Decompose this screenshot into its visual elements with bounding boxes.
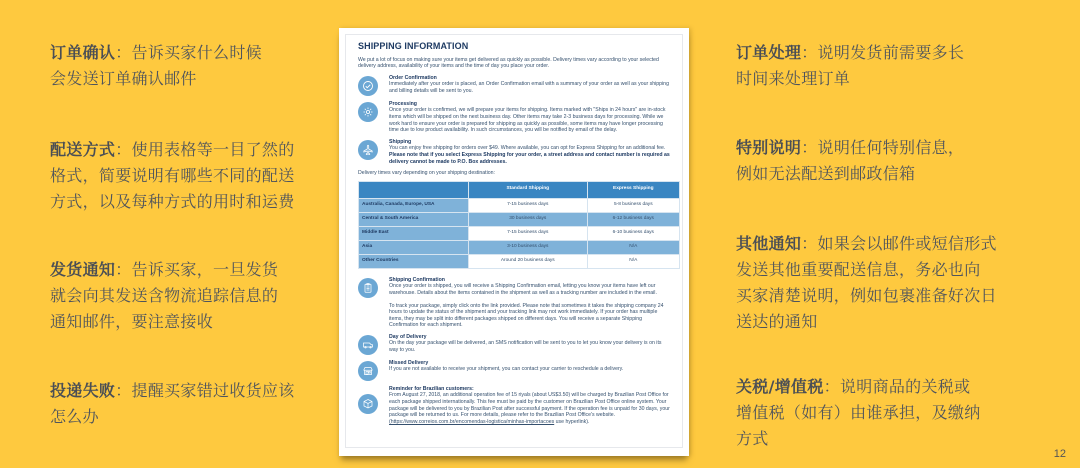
standard-cell: Around 20 business days <box>469 254 588 268</box>
region-cell: Central & South America <box>359 212 469 226</box>
section-shipping-confirmation <box>358 277 672 329</box>
table-row <box>359 212 680 226</box>
document-intro: We put a lot of focus on making sure your items get delivered as quickly as possible. Delivery times vary according to your selected delivery address, availability of your items and the time of day you place your order. <box>358 56 659 70</box>
brazil-post-link[interactable]: (https://www.correios.com.br/encomendas-logistica/minhas-importacoes <box>389 418 555 425</box>
shipping-info-document <box>339 28 689 456</box>
package-icon <box>358 394 378 414</box>
note-title: 订单确认 <box>50 43 116 62</box>
standard-cell: 30 business days <box>469 212 588 226</box>
table-row <box>359 254 680 268</box>
express-cell: 6-12 business days <box>587 212 679 226</box>
table-header: Standard Shipping <box>469 181 588 198</box>
region-cell: Middle East <box>359 226 469 240</box>
table-row <box>359 198 680 212</box>
delivery-van-icon <box>358 335 378 355</box>
destination-label: Delivery times vary depending on your shipping destination: <box>358 170 495 177</box>
note-duties-vat: 关税/增值税：说明商品的关税或 增值税（如有）由谁承担，及缴纳 方式 <box>736 377 981 448</box>
section-text: Immediately after your order is placed, an Order Confirmation email with a summary of your order as well as your shipping and billing details will be sent to you. <box>389 81 669 94</box>
note-delivery-failure: 投递失败：提醒买家错过收货应该 怎么办 <box>50 381 295 426</box>
section-missed-delivery <box>358 360 672 381</box>
table-row <box>359 226 680 240</box>
document-title: SHIPPING INFORMATION <box>358 41 469 51</box>
note-title: 发货通知 <box>50 260 116 279</box>
region-cell: Other Countries <box>359 254 469 268</box>
note-title: 订单处理 <box>736 43 802 62</box>
section-text-tracking: To track your package, simply click onto the link provided. Please note that sometimes it takes the shipping company 24 hours to update the status of the shipment and your tracking link may not work immediately. If your order has multiple items, they may be split into different packages shipped on different days. You will receive a separate Shipping Confirmation for each shipment. <box>389 302 664 329</box>
express-cell: 5-8 business days <box>587 198 679 212</box>
clipboard-icon <box>358 278 378 298</box>
region-cell: Australia, Canada, Europe, USA <box>359 198 469 212</box>
section-title: Reminder for Brazilian customers: <box>389 385 474 392</box>
note-order-processing: 订单处理：说明发货前需要多长 时间来处理订单 <box>736 43 965 88</box>
note-title: 投递失败 <box>50 381 116 400</box>
section-shipping <box>358 139 672 165</box>
page-number: 12 <box>1053 448 1066 460</box>
section-text: You can enjoy free shipping for orders over $49. Where available, you can opt for Express Shipping for an additional fee. <box>389 145 666 152</box>
note-title: 其他通知 <box>736 234 802 253</box>
section-day-of-delivery <box>358 334 672 355</box>
standard-cell: 7-15 business days <box>469 226 588 240</box>
note-special-notes: 特别说明：说明任何特别信息， 例如无法配送到邮政信箱 <box>736 138 965 183</box>
store-icon <box>358 361 378 381</box>
section-text: Once your order is shipped, you will receive a Shipping Confirmation email, letting you know your items have left our warehouse. Details about the items contained in the shipment as well as a tracking number are included in the email. <box>389 283 657 296</box>
document-content <box>345 34 683 448</box>
section-title: Order Confirmation <box>389 74 437 81</box>
section-text: Once your order is confirmed, we will prepare your items for shipping. Items marked with "Ships in 24 hours" are in-stock items which will be shipped on the next business day. Other items may take 2-3 business days for processing. While we work hard to ensure your order is prepared for shipping as quickly as possible, some items may have longer processing time due to low product availability. In such circumstances, you will be notified by email of the delay. <box>389 107 666 134</box>
standard-cell: 3-10 business days <box>469 240 588 254</box>
section-warning: Please note that if you select Express Shipping for your order, a street address and contact number is required as delivery cannot be made to P.O. Box addresses. <box>389 151 670 165</box>
table-header-row <box>359 181 680 198</box>
note-shipping-notification: 发货通知：告诉买家，一旦发货 就会向其发送含物流追踪信息的 通知邮件，要注意接收 <box>50 260 279 331</box>
standard-cell: 7-15 business days <box>469 198 588 212</box>
section-title: Processing <box>389 100 417 107</box>
gear-icon <box>358 102 378 122</box>
check-circle-icon <box>358 76 378 96</box>
section-order-confirmation <box>358 75 672 96</box>
note-shipping-methods: 配送方式：使用表格等一目了然的 格式，简要说明有哪些不同的配送 方式，以及每种方式的用时和运费 <box>50 140 295 211</box>
region-cell: Asia <box>359 240 469 254</box>
section-text: From August 27, 2018, an additional operation fee of 15 riyals (about US$3.50) will be charged by Brazilian Post Office for each package shipped internationally. This fee must be paid by the customer on Brazilian Post Office online system. Your package will be delivered to you by Brazilian Post after successful payment. If the operation fee is unpaid for 30 days, your package will be returned to us. For more details, please refer to the Brazilian Post Office's website. <box>389 392 670 419</box>
airplane-icon <box>358 140 378 160</box>
note-title: 特别说明 <box>736 138 802 157</box>
table-header <box>359 181 469 198</box>
section-title: Missed Delivery <box>389 359 429 366</box>
note-other-notifications: 其他通知：如果会以邮件或短信形式 发送其他重要配送信息，务必也向 买家清楚说明，例如包裹准备好次日 送达的通知 <box>736 234 997 331</box>
section-brazil-reminder: Reminder for Brazilian customers: From August 27, 2018, an additional operation fee of 15 riyals (about US$3.50) will be charged by Brazilian Post Office for each package shipped internationally. This fee must be paid by the customer on Brazilian Post Office online system. Your package will be delivered to you by Brazilian Post after successful payment. If the operation fee is unpaid for 30 days, your package will be returned to us. For more details, please refer to the Brazilian Post Office's website. (https://www.correios.com.br/encomendas-logistica/minhas-importacoes use hyperlink). <box>358 386 672 426</box>
express-cell: N/A <box>587 240 679 254</box>
table-header: Express Shipping <box>587 181 679 198</box>
section-title: Shipping Confirmation <box>389 276 445 283</box>
shipping-times-table <box>358 181 680 269</box>
section-title: Day of Delivery <box>389 333 427 340</box>
table-row <box>359 240 680 254</box>
note-title: 关税/增值税 <box>736 377 824 396</box>
note-title: 配送方式 <box>50 140 116 159</box>
express-cell: 6-10 business days <box>587 226 679 240</box>
section-processing <box>358 101 672 134</box>
section-text: If you are not available to receive your shipment, you can contact your carrier to reschedule a delivery. <box>389 366 624 373</box>
section-text: On the day your package will be delivered, an SMS notification will be sent to you to let you know your delivery is on its way to you. <box>389 340 662 354</box>
express-cell: N/A <box>587 254 679 268</box>
section-title: Shipping <box>389 138 412 145</box>
note-order-confirmation: 订单确认：告诉买家什么时候 会发送订单确认邮件 <box>50 43 262 88</box>
